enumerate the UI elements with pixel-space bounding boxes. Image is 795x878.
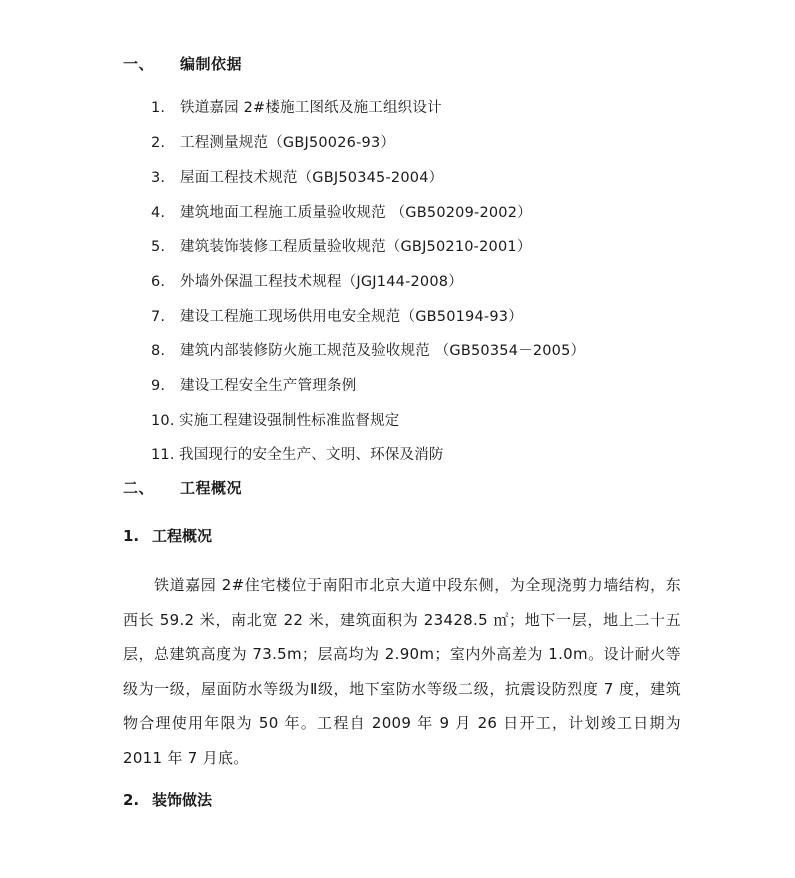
list-item-text: 实施工程建设强制性标准监督规定 <box>179 413 400 429</box>
list-item <box>151 235 532 256</box>
section-number: 二、 <box>123 479 155 497</box>
list-item <box>151 96 442 117</box>
section-title: 工程概况 <box>180 479 243 497</box>
list-item-number: 2. <box>151 135 166 151</box>
list-item <box>151 131 395 152</box>
list-item-text: 工程测量规范（GBJ50026-93） <box>180 135 396 151</box>
subsection-number: 2. <box>123 791 140 809</box>
list-item <box>151 443 444 464</box>
list-item-number: 3. <box>151 170 166 186</box>
subsection-heading-2 <box>123 789 212 810</box>
section-heading-1 <box>123 53 242 74</box>
list-item <box>151 339 585 360</box>
list-item <box>151 305 523 326</box>
list-item-number: 7. <box>151 309 166 325</box>
list-item-number: 6. <box>151 274 166 290</box>
section-number: 一、 <box>123 55 155 73</box>
list-item <box>151 166 443 187</box>
subsection-title: 装饰做法 <box>152 791 213 809</box>
list-item-text: 屋面工程技术规范（GBJ50345-2004） <box>180 170 444 186</box>
list-item-number: 1. <box>151 100 166 116</box>
list-item-text: 建筑装饰装修工程质量验收规范（GBJ50210-2001） <box>180 239 532 255</box>
list-item-text: 我国现行的安全生产、文明、环保及消防 <box>179 447 444 463</box>
list-item-number: 5. <box>151 239 166 255</box>
list-item-text: 建筑内部装修防火施工规范及验收规范 （GB50354－2005） <box>180 343 586 359</box>
section-title: 编制依据 <box>180 55 243 73</box>
subsection-heading-1 <box>123 525 212 546</box>
list-item-text: 建设工程施工现场供用电安全规范（GB50194-93） <box>180 309 523 325</box>
section-heading-2 <box>123 477 242 498</box>
list-item-number: 4. <box>151 205 166 221</box>
list-item <box>151 201 532 222</box>
list-item <box>151 374 356 395</box>
list-item-text: 铁道嘉园 2#楼施工图纸及施工组织设计 <box>180 100 442 116</box>
subsection-number: 1. <box>123 527 140 545</box>
list-item-number: 11. <box>151 447 175 463</box>
list-item-number: 10. <box>151 413 175 429</box>
list-item-number: 8. <box>151 343 166 359</box>
list-item-text: 建设工程安全生产管理条例 <box>180 378 357 394</box>
list-item <box>151 409 400 430</box>
list-item-text: 外墙外保温工程技术规程（JGJ144-2008） <box>180 274 463 290</box>
subsection-title: 工程概况 <box>152 527 213 545</box>
body-paragraph: 铁道嘉园 2#住宅楼位于南阳市北京大道中段东侧，为全现浇剪力墙结构，东西长 59.2 米，南北宽 22 米，建筑面积为 23428.5 ㎡；地下一层，地上二十五层，总建筑高度为 73.5m；层高均为 2.90m；室内外高差为 1.0m。设计耐火等级为一级，屋面防水等级为Ⅱ级，地下室防水等级二级，抗震设防烈度 7 度，建筑物合理使用年限为 50 年。工程自 2009 年 9 月 26 日开工，计划竣工日期为 2011 年 7 月底。 <box>123 576 681 767</box>
list-item-text: 建筑地面工程施工质量验收规范 （GB50209-2002） <box>180 205 532 221</box>
list-item-number: 9. <box>151 378 166 394</box>
list-item <box>151 270 463 291</box>
